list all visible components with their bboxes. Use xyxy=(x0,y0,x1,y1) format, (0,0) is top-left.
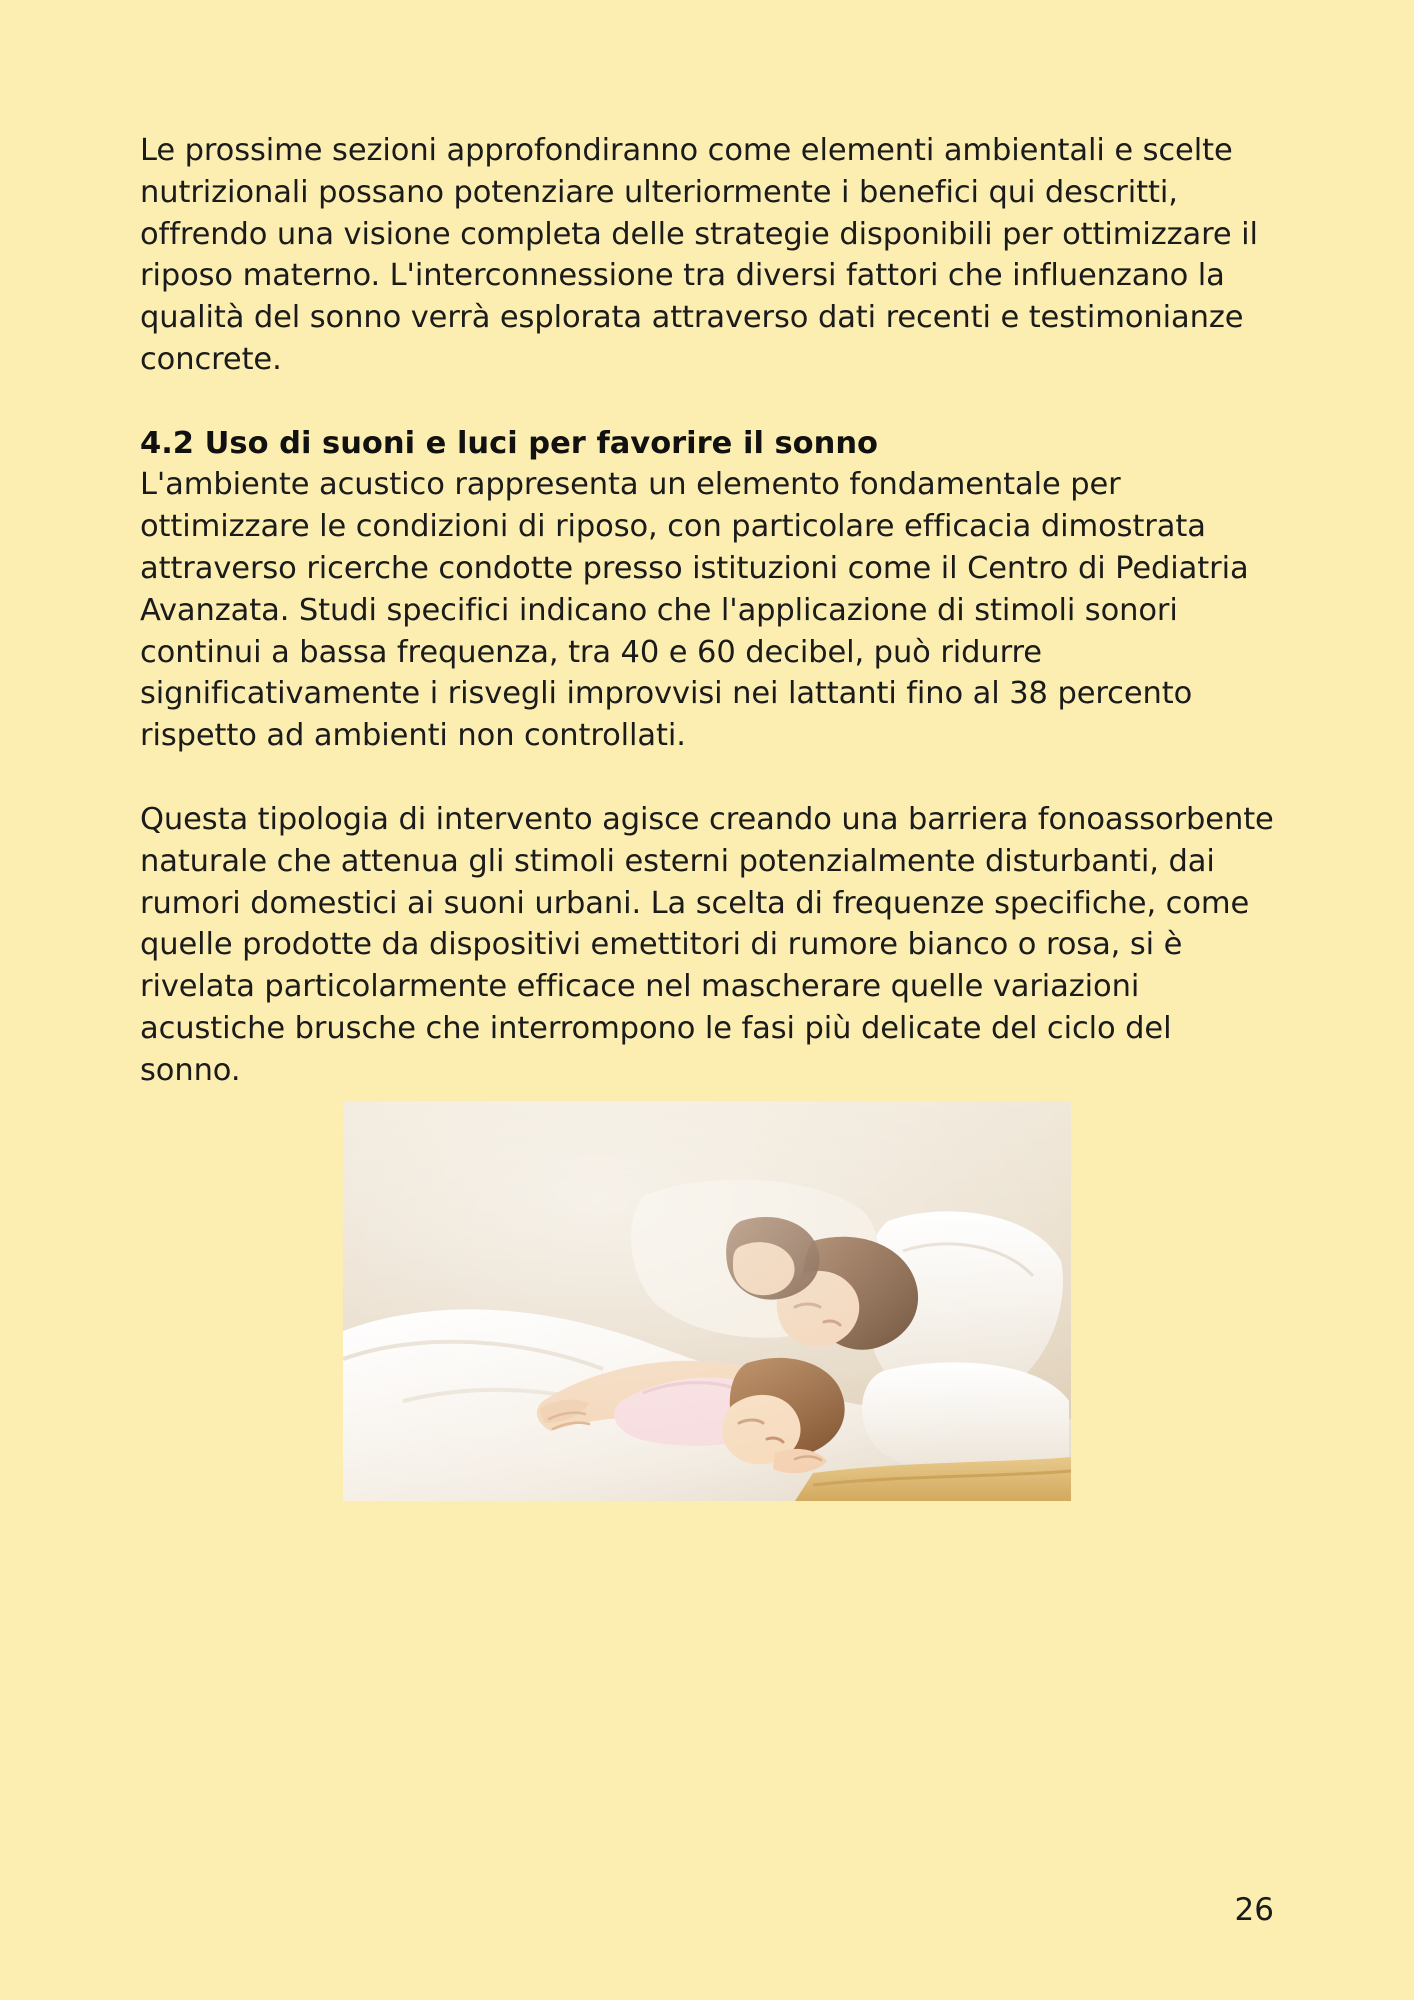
section-heading-4-2: 4.2 Uso di suoni e luci per favorire il sonno xyxy=(140,425,879,461)
figure-container xyxy=(140,1101,1274,1501)
photo-mother-and-child-sleeping xyxy=(343,1101,1071,1501)
paragraph-sound-barrier: Questa tipologia di intervento agisce creando una barriera fonoassorbente naturale che attenua gli stimoli esterni potenzialmente disturbanti, dai rumori domestici ai suoni urbani. La scelta di frequenze specifiche, come quelle prodotte da dispositivi emettitori di rumore bianco o rosa, si è rivelata particolarmente efficace nel mascherare quelle variazioni acustiche brusche che interrompono le fasi più delicate del ciclo del sonno. xyxy=(140,801,1274,1088)
paragraph-acoustic-environment: L'ambiente acustico rappresenta un elemento fondamentale per ottimizzare le condizioni di riposo, con particolare efficacia dimostrata attraverso ricerche condotte presso istituzioni come il Centro di Pediatria Avanzata. Studi specifici indicano che l'applicazione di stimoli sonori continui a bassa frequenza, tra 40 e 60 decibel, può ridurre significativamente i risvegli improvvisi nei lattanti fino al 38 percento rispetto ad ambienti non controllati. xyxy=(140,467,1249,754)
paragraph-intro: Le prossime sezioni approfondiranno come elementi ambientali e scelte nutrizionali possano potenziare ulteriormente i benefici qui descritti, offrendo una visione completa delle strategie disponibili per ottimizzare il riposo materno. L'interconnessione tra diversi fattori che influenzano la qualità del sonno verrà esplorata attraverso dati recenti e testimonianze concrete. xyxy=(140,133,1258,377)
page-number: 26 xyxy=(1234,1892,1274,1928)
